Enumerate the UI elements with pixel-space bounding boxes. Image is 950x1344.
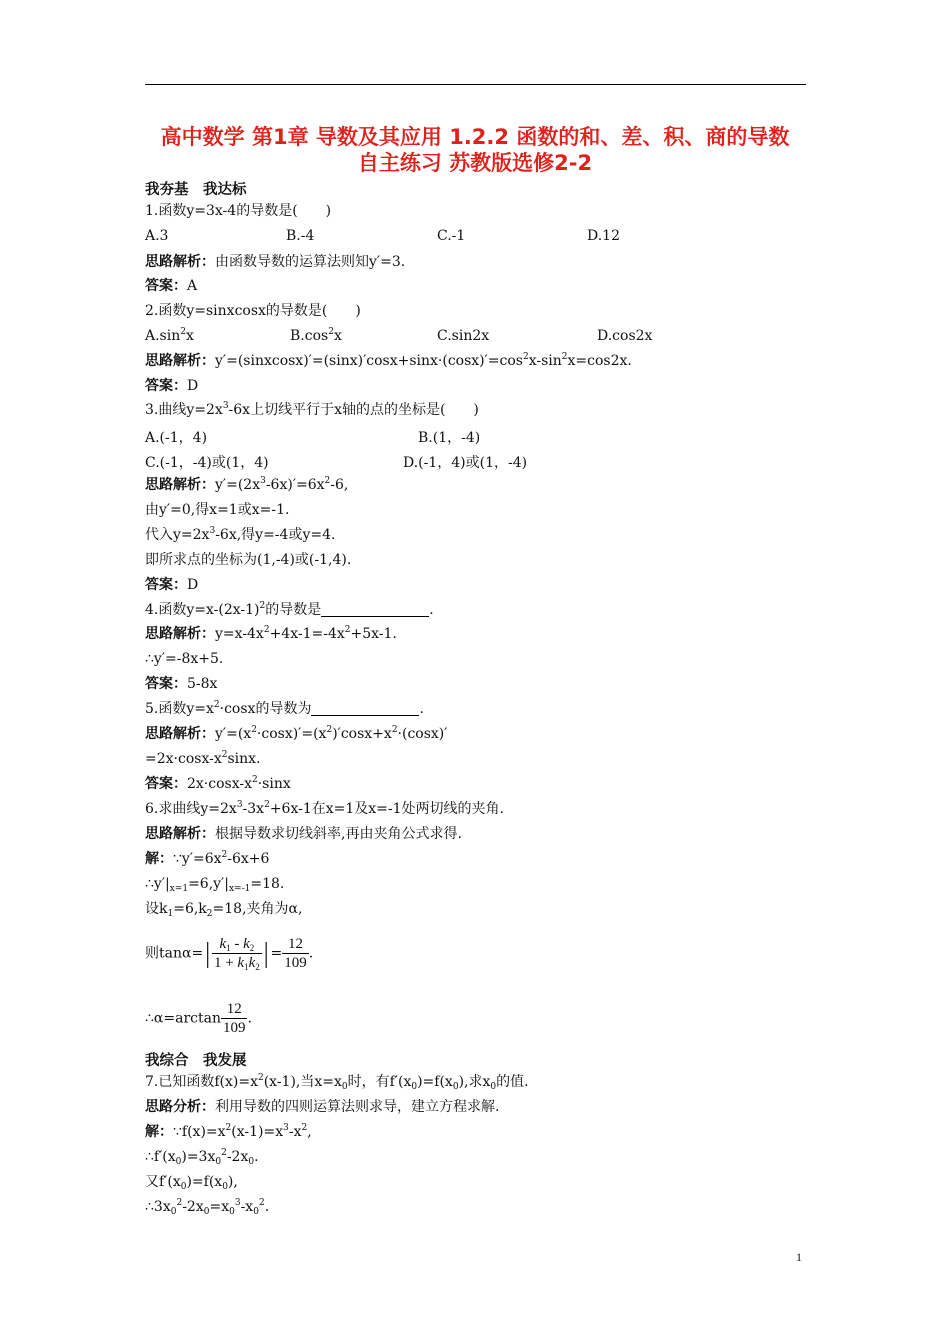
- q4-answer: 答案：5-8x: [145, 676, 218, 692]
- q3-option-c: C.(-1，-4)或(1，4): [145, 455, 269, 471]
- q5-analysis: 思路解析：$y'=(x^2\cdot\cos x)'=(x^2)'\cos x+x^2\cdot(\cos x)'$: [145, 725, 448, 742]
- q4-analysis: 思路解析：$y=x-4x^2+4x-1=-4x^2+5x-1$.: [145, 625, 397, 642]
- q3-option-b: B.(1，-4): [418, 430, 481, 446]
- q1-stem: 1.函数y=3x-4的导数是( ): [145, 203, 332, 219]
- q3-option-d: D.(-1，4)或(1，-4): [403, 455, 528, 471]
- q1-option-a: A.3: [145, 228, 169, 244]
- q2-option-d: D.cos2x: [597, 328, 653, 344]
- section-heading-2: 我综合 我发展: [145, 1053, 247, 1069]
- q3-analysis: 思路解析：$y'=(2x^3-6x)'=6x^2-6$,: [145, 476, 349, 493]
- q6-step2: 设$k_1=6,k_2=18$,夹角为α,: [145, 901, 303, 919]
- q6-step1: $\therefore y'|_{x=1}=6,y'|_{x=-1}=18$.: [145, 876, 285, 894]
- q5-answer: 答案：$2x\cdot\cos x-x^2\cdot\sin x$: [145, 775, 291, 792]
- q4-step: ∴y′=-8x+5.: [145, 651, 224, 667]
- q2-analysis: 思路解析：$y'=(sinxcosx)'=(\sin x)'\cos x+\sin x\cdot(\cos x)'=\cos^2x-\sin^2x=\cos 2x$.: [145, 352, 632, 369]
- q7-solution: 解：$\because f(x)=x^2(x-1)=x^3-x^2$,: [145, 1123, 312, 1140]
- doc-title-line1: 高中数学 第1章 导数及其应用 1.2.2 函数的和、差、积、商的导数: [160, 125, 790, 149]
- q6-solution: 解：$\because y'=6x^2-6x+6$: [145, 850, 270, 867]
- q2-option-a: $A.\sin^2x$: [145, 327, 194, 344]
- q7-stem: 7.已知函数$f(x)=x^2(x-1)$,当$x=x_0$时，有$f'(x_0)=f(x_0)$,求$x_0$的值.: [145, 1073, 529, 1092]
- q7-analysis: 思路分析：利用导数的四则运算法则求导，建立方程求解.: [145, 1099, 500, 1115]
- q6-analysis: 思路解析：根据导数求切线斜率,再由夹角公式求得.: [145, 826, 462, 842]
- section-heading-1: 我夯基 我达标: [145, 182, 247, 198]
- q1-analysis: 思路解析：由函数导数的运算法则知y′=3.: [145, 254, 406, 270]
- q1-option-d: D.12: [587, 228, 620, 244]
- q3-stem: 3.曲线$y=2x^3-6x$上切线平行于x轴的点的坐标是( ): [145, 401, 479, 418]
- q6-formula-arctan: ∴α=arctan $\frac{12}{109}$ .: [145, 1001, 252, 1036]
- q1-answer: 答案：A: [145, 278, 198, 294]
- q3-option-a: A.(-1，4): [145, 430, 208, 446]
- q6-stem: 6.求曲线$y=2x^3-3x^2+6x-1$在x=1及x=-1处两切线的夹角.: [145, 800, 504, 817]
- q6-formula-tan: 则tanα=| $\frac{k_1 - k_2}{1 + k_1k_2}$ |= $\frac{12}{109}$ .: [145, 936, 314, 972]
- q7-step1: $\therefore f'(x_0)=3x_0^2-2x_0$.: [145, 1148, 259, 1167]
- q2-option-b: $B.\cos^2x$: [290, 327, 342, 344]
- q2-stem: 2.函数y=sinxcosx的导数是( ): [145, 303, 361, 319]
- page-number: 1: [796, 1250, 802, 1264]
- q4-stem: 4.函数$y=x-(2x-1)^2$的导数是 .: [145, 601, 434, 618]
- q3-step3: 即所求点的坐标为(1,-4)或(-1,4).: [145, 552, 352, 568]
- q3-step2: 代入$y=2x^3-6x$,得y=-4或y=4.: [145, 526, 336, 543]
- q2-answer: 答案：D: [145, 378, 199, 394]
- q1-option-b: B.-4: [286, 228, 315, 244]
- answer-blank: [311, 701, 419, 716]
- q7-step2: 又$f'(x_0)=f(x_0)$,: [145, 1174, 238, 1192]
- q5-step: $=2x\cdot\cos x-x^2\sin x$.: [145, 750, 261, 767]
- q7-step3: $\therefore 3x_0^2-2x_0=x_0^3-x_0^2$.: [145, 1198, 270, 1217]
- header-rule: [145, 84, 806, 85]
- q1-option-c: C.-1: [437, 228, 466, 244]
- q3-answer: 答案：D: [145, 577, 199, 593]
- q3-step1: 由y′=0,得x=1或x=-1.: [145, 502, 290, 518]
- answer-blank: [321, 602, 429, 617]
- doc-title-line2: 自主练习 苏教版选修2-2: [357, 151, 593, 175]
- q5-stem: 5.函数$y=x^2\cdot\cos x$的导数为 .: [145, 700, 424, 717]
- q2-option-c: C.sin2x: [437, 328, 490, 344]
